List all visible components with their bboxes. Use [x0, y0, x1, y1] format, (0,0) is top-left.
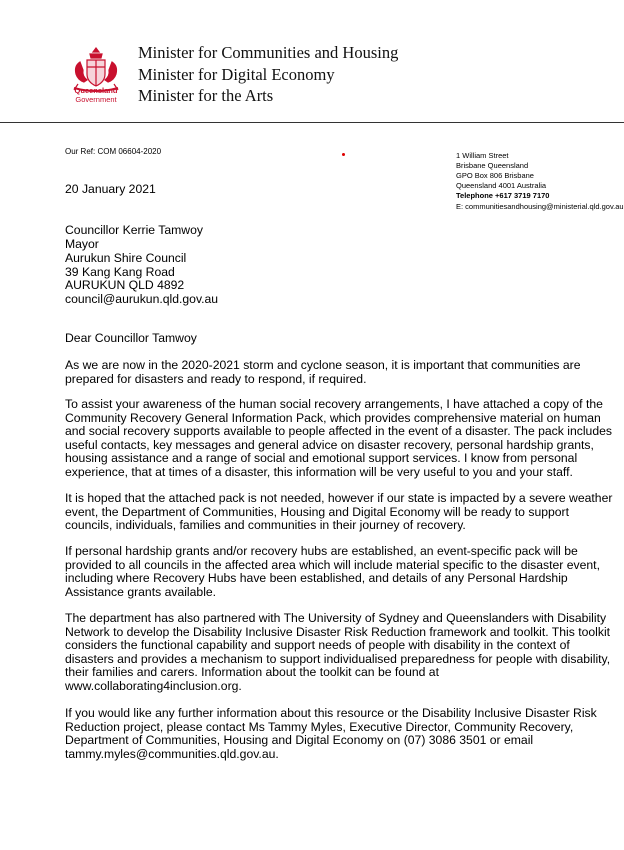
- paragraph-line: event, the Department of Communities, Housing and Digital Economy will be ready to support: [65, 504, 570, 519]
- paragraph-line: considers the functional capability and support needs of people with disability in the context of: [65, 638, 570, 652]
- paragraph-line: Assistance grants available.: [65, 584, 217, 599]
- address-email: E: communitiesandhousing@ministerial.qld.gov.au: [456, 202, 624, 211]
- paragraph-line: If personal hardship grants and/or recovery hubs are established, an event-specific pack will be: [65, 544, 578, 558]
- body-paragraph: [65, 491, 613, 533]
- address-line: Brisbane Queensland: [456, 161, 529, 170]
- paragraph-line: provided to all councils in the affected area which will include material specific to the disaster event,: [65, 557, 600, 572]
- paragraph-line: useful contacts, key messages and general advice on disaster recovery, personal hardship grants,: [65, 437, 594, 452]
- header-divider: [0, 122, 624, 123]
- recipient-line: 39 Kang Kang Road: [65, 265, 175, 279]
- paragraph-line: disasters and provides a mechanism to support individualised preparedness for people with disability,: [65, 651, 611, 666]
- minister-title-2: Minister for Digital Economy: [138, 65, 335, 84]
- paragraph-line: Community Recovery General Information Pack, which provides comprehensive material on human: [65, 410, 601, 425]
- address-line: GPO Box 806 Brisbane: [456, 171, 534, 180]
- paragraph-line: tammy.myles@communities.qld.gov.au.: [65, 746, 279, 761]
- paragraph-line: housing assistance and a range of social and emotional support services. I know from personal: [65, 451, 578, 465]
- minister-title-3: Minister for the Arts: [138, 86, 274, 105]
- letter-date: 20 January 2021: [65, 182, 156, 196]
- body-paragraph: [65, 397, 612, 479]
- paragraph-line: To assist your awareness of the human social recovery arrangements, I have attached a copy of the: [65, 397, 603, 411]
- minister-title-1: Minister for Communities and Housing: [138, 43, 399, 62]
- paragraph-line: Network to develop the Disability Inclusive Disaster Risk Reduction framework and toolkit. This toolkit: [65, 624, 611, 639]
- salutation: Dear Councillor Tamwoy: [65, 331, 197, 345]
- body-paragraph: [65, 544, 600, 599]
- address-line: 1 William Street: [456, 151, 509, 160]
- body-paragraph: [65, 359, 585, 386]
- paragraph-line: It is hoped that the attached pack is not needed, however if our state is impacted by a severe weather: [65, 491, 613, 505]
- paragraph-line: including where Recovery Hubs have been established, and details of any Personal Hardship: [65, 571, 568, 585]
- red-dot-mark: [342, 153, 345, 156]
- body-paragraph: [65, 706, 597, 761]
- paragraph-line: If you would like any further information about this resource or the Disability Inclusive Disaster Risk: [65, 706, 597, 720]
- paragraph-line: Reduction project, please contact Ms Tammy Myles, Executive Director, Community Recovery,: [65, 719, 574, 734]
- paragraph-line: councils, individuals, families and communities in their journey of recovery.: [65, 518, 466, 532]
- recipient-line: Councillor Kerrie Tamwoy: [65, 223, 203, 237]
- government-name: Queensland: [74, 86, 118, 95]
- paragraph-line: The department has also partnered with The University of Sydney and Queenslanders with Disability: [65, 611, 607, 625]
- body-paragraph: [65, 611, 611, 693]
- recipient-email: council@aurukun.qld.gov.au: [65, 292, 219, 306]
- paragraph-line: As we are now in the 2020-2021 storm and cyclone season, it is important that communities are: [65, 358, 581, 372]
- paragraph-line: www.collaborating4inclusion.org.: [65, 678, 242, 693]
- paragraph-line: Department of Communities, Housing and Digital Economy on (07) 3086 3501 or email: [65, 733, 534, 747]
- address-line: Queensland 4001 Australia: [456, 181, 547, 190]
- recipient-line: AURUKUN QLD 4892: [65, 278, 185, 292]
- government-sub: Government: [75, 95, 117, 104]
- address-telephone: Telephone +617 3719 7170: [456, 191, 550, 200]
- paragraph-line: their families and carers. Information about the toolkit can be found at: [65, 665, 439, 679]
- paragraph-line: and social recovery supports available to people affected in the event of a disaster. The pack includes: [65, 424, 612, 438]
- our-reference: Our Ref: COM 06604-2020: [65, 147, 162, 156]
- recipient-line: Mayor: [65, 237, 99, 251]
- paragraph-line: experience, that at times of a disaster, this information will be very useful to you and your staff.: [65, 464, 573, 479]
- paragraph-line: prepared for disasters and ready to respond, if required.: [65, 371, 367, 386]
- recipient-line: Aurukun Shire Council: [65, 251, 187, 265]
